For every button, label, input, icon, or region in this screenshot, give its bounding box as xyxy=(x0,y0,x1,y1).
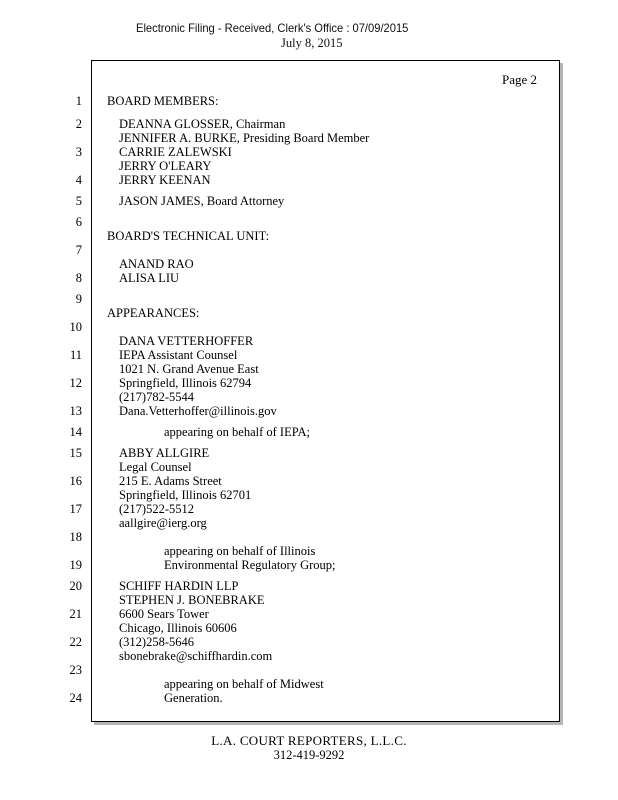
appearance-line: STEPHEN J. BONEBRAKE xyxy=(119,593,265,607)
technical-unit-member: ANAND RAO xyxy=(119,257,194,271)
line-number: 13 xyxy=(69,404,82,418)
appearance-line: Chicago, Illinois 60606 xyxy=(119,621,237,635)
on-behalf-line: appearing on behalf of IEPA; xyxy=(164,425,311,439)
line-number: 4 xyxy=(75,173,82,187)
on-behalf-line: Generation. xyxy=(164,691,223,705)
line-number: 7 xyxy=(75,243,82,257)
line-number: 20 xyxy=(69,579,82,593)
line-number: 3 xyxy=(75,145,82,159)
court-reporter-name: L.A. COURT REPORTERS, L.L.C. xyxy=(211,733,407,748)
appearance-line: Springfield, Illinois 62701 xyxy=(119,488,252,502)
board-member: DEANNA GLOSSER, Chairman xyxy=(119,117,286,131)
board-member: CARRIE ZALEWSKI xyxy=(119,145,232,159)
line-number: 11 xyxy=(69,348,82,362)
court-reporter-phone: 312-419-9292 xyxy=(273,748,345,762)
line-number: 24 xyxy=(69,691,82,705)
technical-unit-member: ALISA LIU xyxy=(119,271,180,285)
appearances-heading: APPEARANCES: xyxy=(107,306,200,320)
on-behalf-line: appearing on behalf of Illinois xyxy=(164,544,316,558)
board-member: JERRY KEENAN xyxy=(119,173,211,187)
transcript-date: July 8, 2015 xyxy=(281,36,343,50)
appearance-line: (217)782-5544 xyxy=(119,390,194,404)
line-number: 18 xyxy=(69,530,82,544)
line-number: 23 xyxy=(69,663,82,677)
line-number: 10 xyxy=(69,320,82,334)
appearance-line: aallgire@ierg.org xyxy=(119,516,207,530)
appearance-line: (217)522-5512 xyxy=(119,502,194,516)
line-number: 8 xyxy=(75,271,82,285)
appearance-line: 215 E. Adams Street xyxy=(119,474,222,488)
line-number: 22 xyxy=(69,635,82,649)
line-number: 9 xyxy=(75,292,82,306)
appearance-line: Legal Counsel xyxy=(119,460,192,474)
board-members-heading: BOARD MEMBERS: xyxy=(107,94,219,108)
appearance-line: sbonebrake@schiffhardin.com xyxy=(119,649,273,663)
appearance-line: SCHIFF HARDIN LLP xyxy=(119,579,239,593)
page-number: Page 2 xyxy=(502,72,538,87)
line-number: 12 xyxy=(69,376,82,390)
appearance-line: Dana.Vetterhoffer@illinois.gov xyxy=(119,404,277,418)
appearance-line: DANA VETTERHOFFER xyxy=(119,334,254,348)
line-number: 5 xyxy=(75,194,82,208)
appearance-line: ABBY ALLGIRE xyxy=(119,446,210,460)
line-number: 1 xyxy=(75,94,82,108)
appearance-line: (312)258-5646 xyxy=(119,635,194,649)
technical-unit-heading: BOARD'S TECHNICAL UNIT: xyxy=(107,229,270,243)
line-number: 2 xyxy=(75,117,82,131)
appearance-line: 6600 Sears Tower xyxy=(119,607,209,621)
board-member: JERRY O'LEARY xyxy=(119,159,212,173)
appearance-line: 1021 N. Grand Avenue East xyxy=(119,362,259,376)
appearance-line: Springfield, Illinois 62794 xyxy=(119,376,252,390)
line-number: 16 xyxy=(69,474,82,488)
line-number: 15 xyxy=(69,446,82,460)
on-behalf-line: appearing on behalf of Midwest xyxy=(164,677,324,691)
appearance-line: IEPA Assistant Counsel xyxy=(119,348,238,362)
filing-stamp: Electronic Filing - Received, Clerk's Office : 07/09/2015 xyxy=(136,21,409,35)
line-number: 6 xyxy=(75,215,82,229)
board-member: JENNIFER A. BURKE, Presiding Board Member xyxy=(119,131,370,145)
line-number: 19 xyxy=(69,558,82,572)
line-number: 17 xyxy=(69,502,82,516)
line-number: 21 xyxy=(69,607,82,621)
line-number: 14 xyxy=(69,425,82,439)
board-attorney: JASON JAMES, Board Attorney xyxy=(119,194,285,208)
on-behalf-line: Environmental Regulatory Group; xyxy=(164,558,336,572)
